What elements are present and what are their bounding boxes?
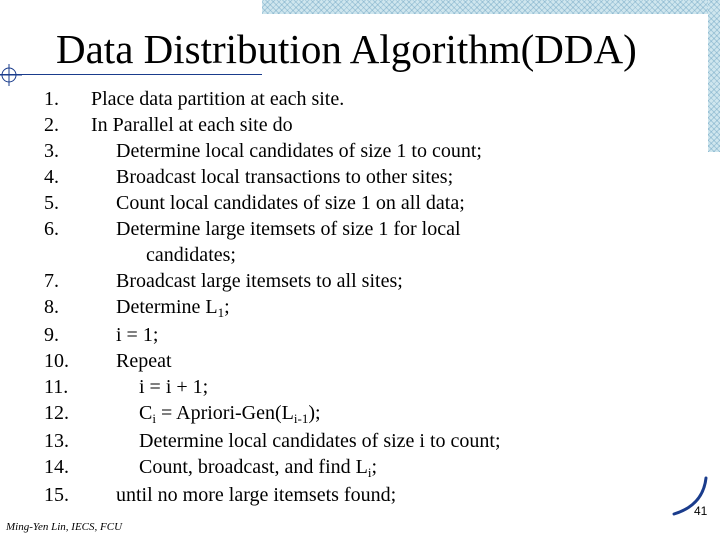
step-number: 12. [44, 402, 69, 424]
step-text: i = i + 1; [139, 376, 209, 398]
step-6-continuation [44, 242, 684, 268]
footer-author: Ming-Yen Lin, IECS, FCU [6, 521, 123, 533]
step-text-middle: = Apriori-Gen(L [155, 402, 294, 424]
top-decorative-pattern [262, 0, 720, 14]
step-text: Place data partition at each site. [91, 88, 345, 110]
step-number: 4. [44, 166, 59, 188]
step-number: 10. [44, 350, 69, 372]
step-number: 15. [44, 484, 69, 506]
step-number: 9. [44, 324, 59, 346]
step-1 [44, 86, 684, 112]
subscript: i [367, 465, 372, 480]
step-number: 5. [44, 192, 59, 214]
subscript: 1 [217, 305, 225, 320]
step-text-end: ; [224, 296, 230, 318]
step-4 [44, 164, 684, 190]
step-text: until no more large itemsets found; [116, 484, 397, 506]
subscript: i [152, 411, 156, 426]
step-text: In Parallel at each site do [91, 114, 293, 136]
page-number: 41 [694, 504, 708, 518]
step-number: 14. [44, 456, 69, 478]
step-text-main: Determine L [116, 296, 218, 318]
step-text: i = 1; [116, 324, 159, 346]
subscript: i-1 [293, 411, 309, 426]
step-12 [44, 400, 684, 428]
step-text: Determine local candidates of size i to count; [139, 430, 501, 452]
step-number: 1. [44, 88, 59, 110]
slide-title: Data Distribution Algorithm(DDA) [56, 26, 637, 72]
step-text: Repeat [116, 350, 172, 372]
step-number: 13. [44, 430, 69, 452]
step-text-continuation: candidates; [146, 244, 236, 266]
step-text: Broadcast local transactions to other sites; [116, 166, 454, 188]
step-6 [44, 216, 684, 242]
title-underline [0, 74, 262, 75]
step-number: 7. [44, 270, 59, 292]
step-text-main: Count, broadcast, and find L [139, 456, 368, 478]
step-10 [44, 348, 684, 374]
step-text: Broadcast large itemsets to all sites; [116, 270, 403, 292]
step-number: 11. [44, 376, 69, 398]
crosshair-icon [0, 64, 22, 86]
step-number: 8. [44, 296, 59, 318]
step-text-end: ; [371, 456, 378, 478]
step-7 [44, 268, 684, 294]
step-2 [44, 112, 684, 138]
step-9 [44, 322, 684, 348]
step-text: Determine large itemsets of size 1 for local [116, 218, 461, 240]
step-text: Count local candidates of size 1 on all data; [116, 192, 465, 214]
step-text-main: C [139, 402, 153, 424]
step-15 [44, 482, 684, 508]
step-number: 2. [44, 114, 59, 136]
step-5 [44, 190, 684, 216]
step-14 [44, 454, 684, 482]
step-text-end: ); [308, 402, 321, 424]
step-number: 6. [44, 218, 59, 240]
step-3 [44, 138, 684, 164]
step-text [91, 294, 684, 322]
side-decorative-pattern [708, 0, 720, 152]
step-11 [44, 374, 684, 400]
step-8 [44, 294, 684, 322]
step-number: 3. [44, 140, 59, 162]
step-13 [44, 428, 684, 454]
step-text [91, 454, 684, 482]
step-text [91, 400, 684, 428]
algorithm-steps [44, 86, 684, 508]
step-text: Determine local candidates of size 1 to count; [116, 140, 482, 162]
